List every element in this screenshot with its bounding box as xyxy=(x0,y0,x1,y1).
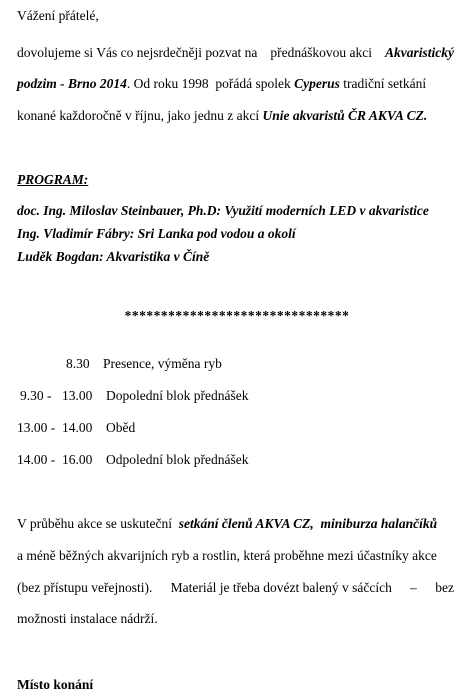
akva-meeting: setkání členů AKVA CZ, xyxy=(178,516,314,531)
schedule-label: Oběd xyxy=(106,420,136,435)
info-dash: – xyxy=(410,580,417,595)
info-line-1 xyxy=(17,516,437,532)
intro-line-2 xyxy=(17,76,426,92)
info-line-2: a méně běžných akvarijních ryb a rostlin, která proběhne mezi účastníky akce xyxy=(17,548,437,563)
info-line-4: možnosti instalace nádrží. xyxy=(17,611,158,626)
schedule-time-start: 14.00 - xyxy=(17,452,56,467)
intro-line-3 xyxy=(17,108,427,124)
program-heading: PROGRAM: xyxy=(17,172,89,187)
info-text-3a: (bez přístupu veřejnosti). xyxy=(17,580,153,595)
event-name-part-2: podzim - Brno 2014 xyxy=(17,76,127,91)
separator: ******************************* xyxy=(124,308,350,323)
intro-text-2: přednáškovou akci xyxy=(270,45,373,60)
info-text-3b: Materiál je třeba dovézt balený v sáčcích xyxy=(170,580,392,595)
schedule-time-end: 13.00 xyxy=(62,388,93,403)
intro-text-1: dovolujeme si Vás co nejsrdečněji pozvat na xyxy=(17,45,258,60)
killifish-swap: miniburza halančíků xyxy=(320,516,438,531)
schedule-time-start: 9.30 - xyxy=(20,388,52,403)
schedule-time-end: 14.00 xyxy=(62,420,93,435)
schedule-time-end: 8.30 xyxy=(66,356,90,371)
program-talk-1: doc. Ing. Miloslav Steinbauer, Ph.D: Využití moderních LED v akvaristice xyxy=(17,203,429,218)
info-line-3 xyxy=(17,580,454,596)
organizer-name: Cyperus xyxy=(294,76,340,91)
venue-heading: Místo konání xyxy=(17,677,94,692)
union-name: Unie akvaristů ČR AKVA CZ. xyxy=(262,108,428,123)
intro-since: . Od roku 1998 xyxy=(126,76,209,91)
intro-organizes: pořádá spolek xyxy=(215,76,291,91)
intro-annual: konané každoročně v říjnu, jako jednu z akcí xyxy=(17,108,260,123)
program-talk-2: Ing. Vladimír Fábry: Sri Lanka pod vodou a okolí xyxy=(17,226,296,241)
schedule-label: Dopolední blok přednášek xyxy=(106,388,249,403)
intro-tradition: tradiční setkání xyxy=(343,76,427,91)
schedule-label: Odpolední blok přednášek xyxy=(106,452,249,467)
intro-line-1 xyxy=(17,45,454,61)
event-name-part-1: Akvaristický xyxy=(385,45,454,60)
program-talk-3: Luděk Bogdan: Akvaristika v Číně xyxy=(17,249,210,264)
schedule-time-start: 13.00 - xyxy=(17,420,56,435)
schedule-label: Presence, výměna ryb xyxy=(103,356,222,371)
greeting: Vážení přátelé, xyxy=(17,8,99,23)
schedule-time-end: 16.00 xyxy=(62,452,93,467)
info-text-1: V průběhu akce se uskuteční xyxy=(17,516,172,531)
info-text-3c: bez xyxy=(435,580,454,595)
